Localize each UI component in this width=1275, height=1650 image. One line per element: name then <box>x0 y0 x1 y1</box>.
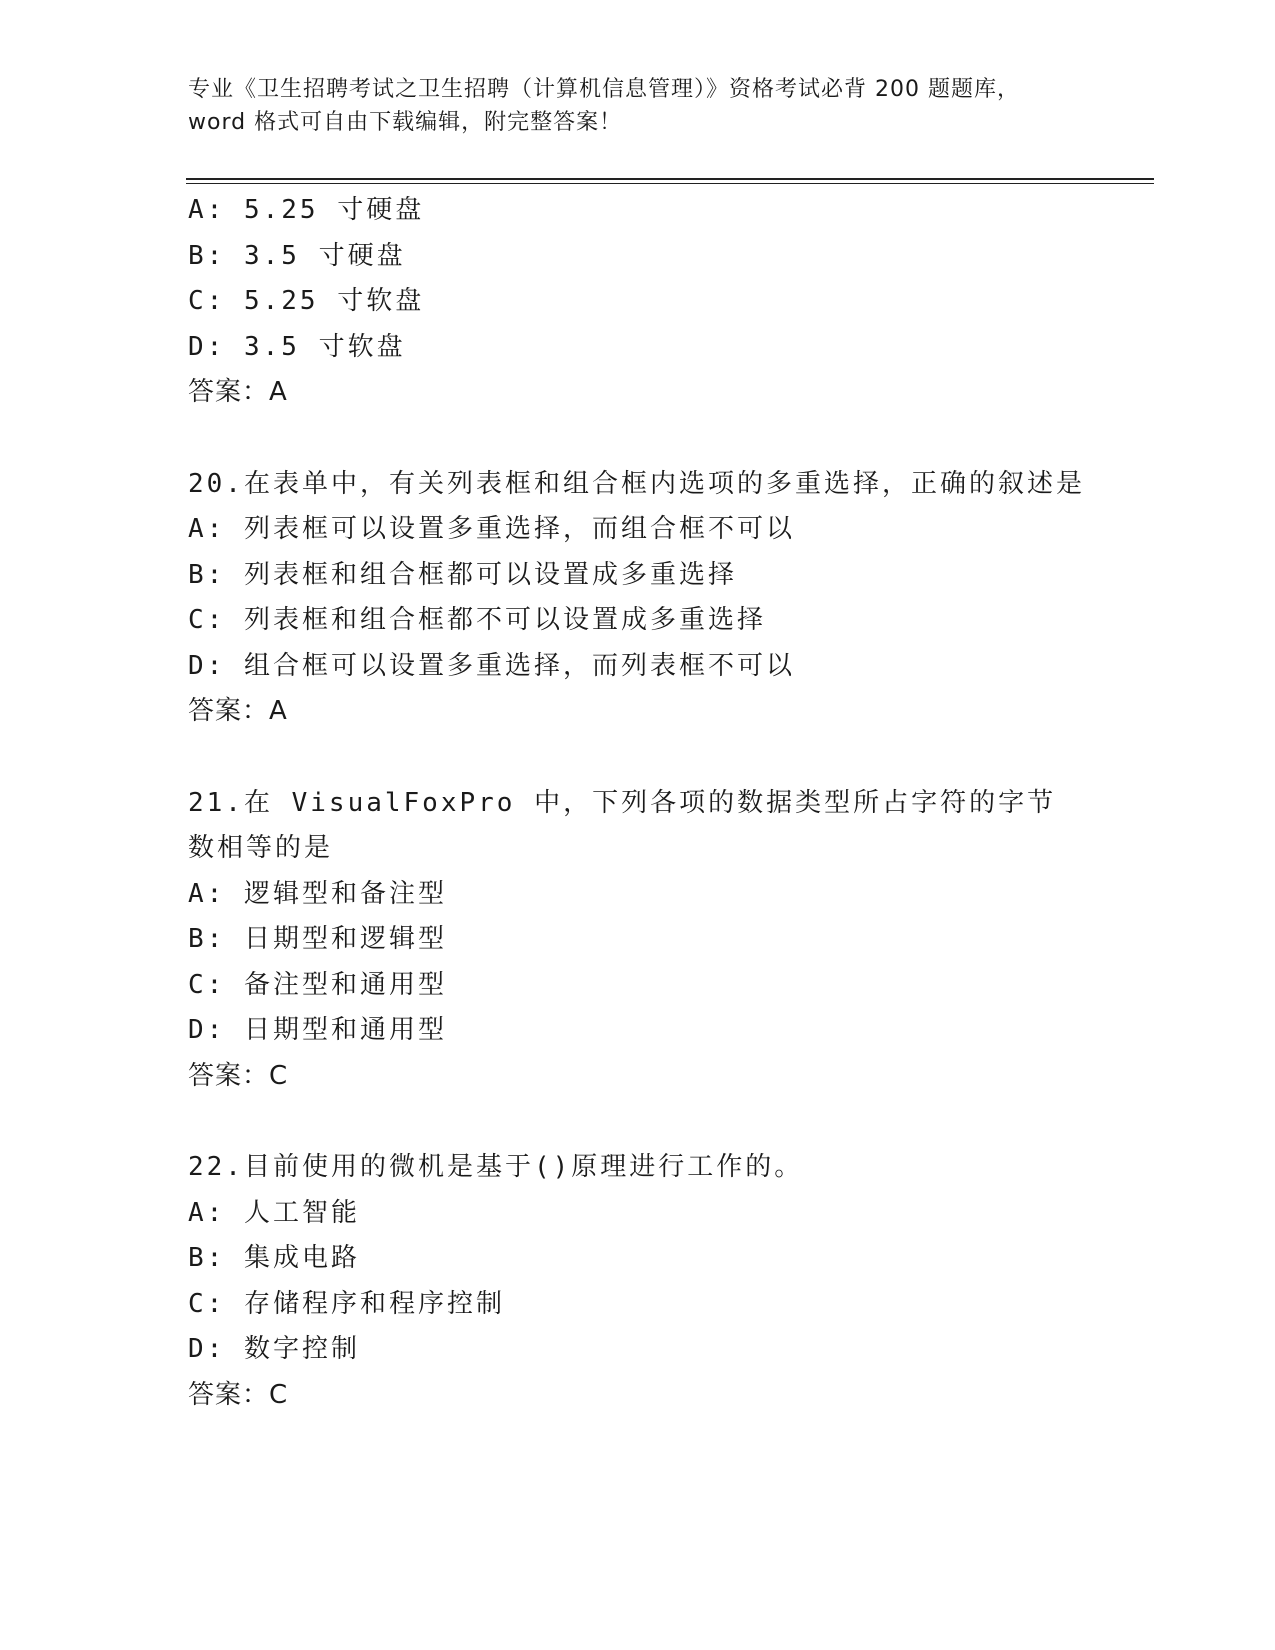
option-d: D: 日期型和通用型 <box>188 1015 447 1045</box>
option-b: B: 集成电路 <box>188 1243 360 1273</box>
answer-line: 答案：A <box>188 377 288 407</box>
option-d: D: 3.5 寸软盘 <box>188 331 406 362</box>
question-text: 22.目前使用的微机是基于()原理进行工作的。 <box>188 1152 804 1182</box>
question-list <box>188 188 1148 1418</box>
header-divider-thick <box>186 178 1154 180</box>
spacer <box>188 416 1148 462</box>
option-d: D: 数字控制 <box>188 1334 360 1364</box>
header-line-2: word 格式可自由下载编辑，附完整答案！ <box>188 110 623 135</box>
spacer <box>188 735 1148 781</box>
question-block <box>188 1145 1148 1418</box>
option-b: B: 日期型和逻辑型 <box>188 924 447 954</box>
option-c: C: 存储程序和程序控制 <box>188 1288 505 1319</box>
question-text: 21.在 VisualFoxPro 中，下列各项的数据类型所占字符的字节数相等的是 <box>188 787 1057 863</box>
question-text: 20.在表单中，有关列表框和组合框内选项的多重选择，正确的叙述是 <box>188 468 1085 499</box>
question-block <box>188 781 1148 1100</box>
header-divider-thin <box>186 183 1154 184</box>
answer-line: 答案：C <box>188 1379 289 1410</box>
option-a: A: 列表框可以设置多重选择，而组合框不可以 <box>188 514 795 544</box>
option-c: C: 列表框和组合框都不可以设置成多重选择 <box>188 605 766 635</box>
option-b: B: 列表框和组合框都可以设置成多重选择 <box>188 559 737 590</box>
document-header <box>188 73 1088 139</box>
option-a: A: 人工智能 <box>188 1197 360 1228</box>
spacer <box>188 1099 1148 1145</box>
answer-line: 答案：C <box>188 1060 289 1091</box>
question-block <box>188 188 1148 416</box>
header-line-1: 专业《卫生招聘考试之卫生招聘（计算机信息管理）》资格考试必背 200 题题库， <box>188 77 1020 102</box>
option-a: A: 逻辑型和备注型 <box>188 878 447 909</box>
option-d: D: 组合框可以设置多重选择，而列表框不可以 <box>188 650 795 681</box>
question-block <box>188 462 1148 735</box>
option-a: A: 5.25 寸硬盘 <box>188 195 425 225</box>
option-c: C: 备注型和通用型 <box>188 969 447 1000</box>
option-b: B: 3.5 寸硬盘 <box>188 240 406 271</box>
answer-line: 答案：A <box>188 696 288 726</box>
option-c: C: 5.25 寸软盘 <box>188 286 425 316</box>
